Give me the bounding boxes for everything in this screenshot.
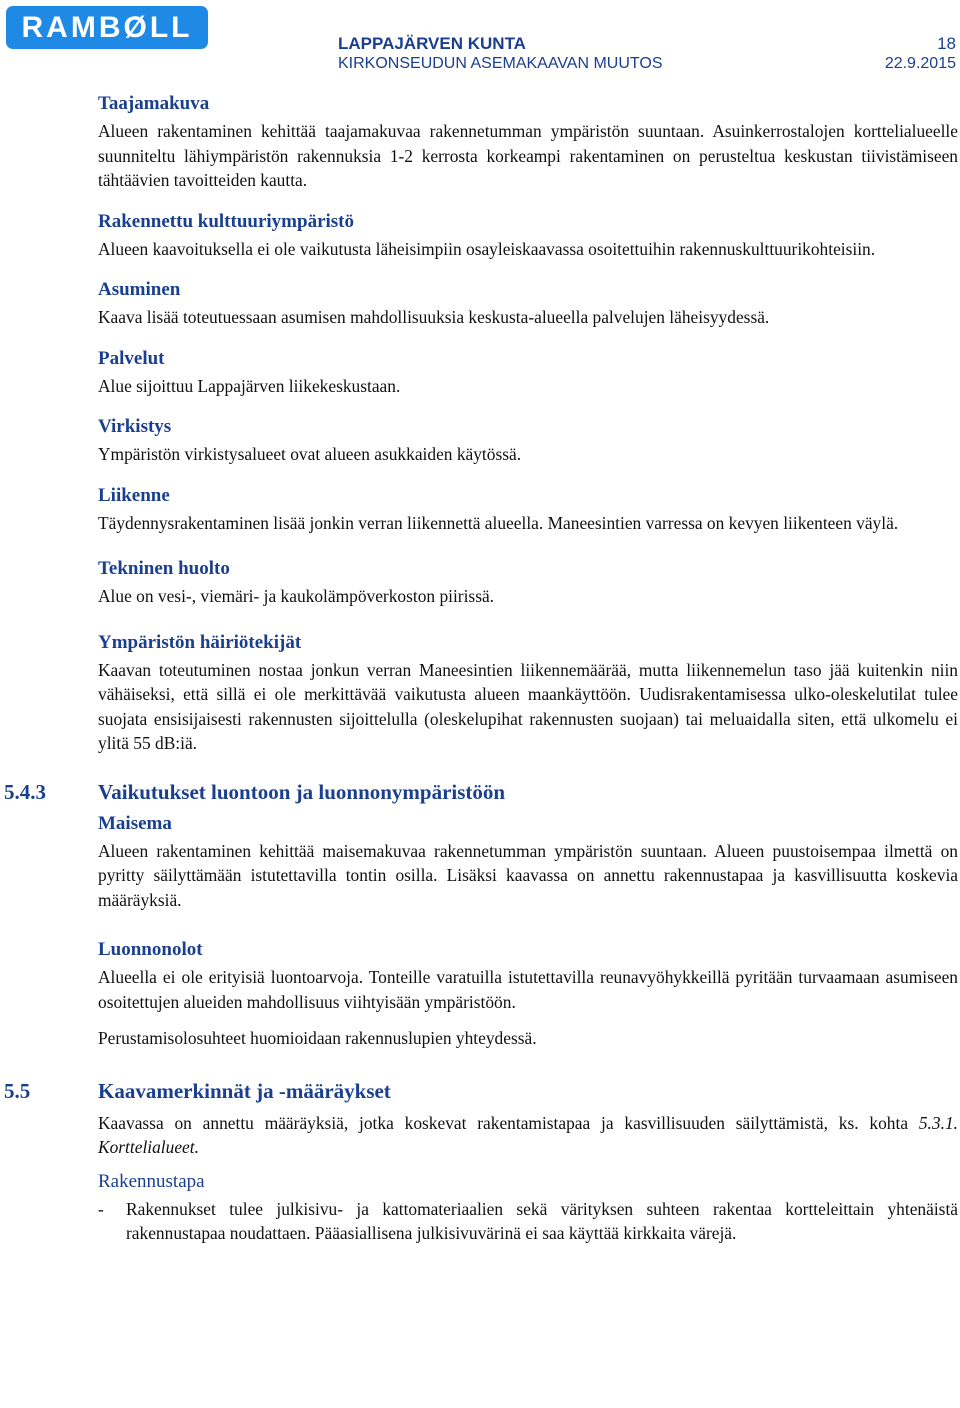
paragraph-tekninen-huolto: Alue on vesi-, viemäri- ja kaukolämpöverkoston piirissä. — [98, 586, 495, 606]
paragraph-hairiotekijat: Kaavan toteutuminen nostaa jonkun verran Maneesintien liikennemäärää, mutta liikennemelun taso jää kuitenkin niin vähäiseksi, että sillä ei ole merkittävää vaikutusta alueen maankäyttöön. Uudisrakentamisessa ulko-oleskelutilat tulee suojata ensisijaisesti rakennusten sijoittelulla (oleskelupihat rakennusten suojaan) tai meluaidalla siten, että ulkomelu ei ylitä 55 dB:iä. — [98, 659, 958, 753]
paragraph-palvelut: Alue sijoittuu Lappajärven liikekeskustaan. — [98, 375, 401, 396]
section-liikenne — [98, 484, 958, 536]
paragraph-kulttuuriymparisto: Alueen kaavoituksella ei ole vaikutusta läheisimpiin osayleiskaavassa osoitettuihin rakennuskulttuurikohteisiin. — [98, 238, 876, 259]
chapter-heading-543 — [4, 778, 958, 806]
heading-luonnonolot: Luonnonolot — [98, 939, 203, 960]
heading-asuminen: Asuminen — [98, 279, 181, 300]
heading-taajamakuva: Taajamakuva — [98, 93, 210, 114]
bullet-dash: - — [98, 1198, 104, 1219]
chapter-title-55: Kaavamerkinnät ja -määräykset — [98, 1078, 391, 1103]
heading-palvelut: Palvelut — [98, 347, 165, 369]
paragraph-liikenne: Täydennysrakentaminen lisää jonkin verran liikennettä alueella. Maneesintien varressa on kevyen liikenteen väylä. — [98, 512, 899, 533]
chapter-number-55: 5.5 — [4, 1078, 31, 1103]
header-document-title: KIRKONSEUDUN ASEMAKAAVAN MUUTOS — [338, 55, 663, 72]
heading-kulttuuriymparisto: Rakennettu kulttuuriympäristö — [98, 210, 354, 232]
section-hairiotekijat — [98, 631, 958, 756]
section-reference: 5.3.1. Korttelialueet. — [98, 1112, 958, 1157]
section-kulttuuriymparisto — [98, 210, 958, 262]
intro-text: Kaavassa on annettu määräyksiä, jotka koskevat rakentamistapaa ja kasvillisuuden säilyttämistä, ks. kohta — [98, 1112, 919, 1133]
section-maisema — [98, 812, 958, 913]
chapter-title-543: Vaikutukset luontoon ja luonnonympäristöön — [98, 779, 506, 804]
section-palvelut — [98, 347, 958, 399]
section-luonnonolot — [98, 938, 958, 1014]
paragraph-virkistys: Ympäristön virkistysalueet ovat alueen asukkaiden käytössä. — [98, 444, 522, 464]
page-number: 18 — [937, 34, 956, 53]
section-tekninen-huolto — [98, 557, 958, 609]
paragraph-perustamisolosuhteet: Perustamisolosuhteet huomioidaan rakennuslupien yhteydessä. — [98, 1028, 537, 1048]
header-date: 22.9.2015 — [884, 55, 956, 72]
bullet-text: Rakennukset tulee julkisivu- ja kattomateriaalien sekä värityksen suhteen rakentaa kortteleittain yhtenäistä rakennustapaa noudattaen. Pääasiallisena julkisivuvärinä ei saa käyttää kirkkaita värejä. — [126, 1198, 958, 1243]
heading-rakennustapa: Rakennustapa — [98, 1170, 205, 1192]
heading-maisema: Maisema — [98, 812, 172, 834]
heading-hairiotekijat: Ympäristön häiriötekijät — [98, 631, 302, 653]
heading-tekninen-huolto: Tekninen huolto — [98, 558, 230, 579]
paragraph-kaavamerkinnat — [98, 1111, 958, 1160]
list-item-rakennustapa — [98, 1197, 958, 1246]
heading-liikenne: Liikenne — [98, 484, 170, 506]
document-body — [4, 92, 958, 1246]
heading-virkistys: Virkistys — [98, 416, 172, 437]
header-organization: LAPPAJÄRVEN KUNTA — [338, 34, 526, 53]
ramboll-logo: RAMBØLL — [6, 6, 208, 49]
paragraph-luonnonolot: Alueella ei ole erityisiä luontoarvoja. Tonteille varatuilla istutettavilla reunavyöhykkeillä pyritään turvaamaan asumiseen osoitettujen alueiden mahdollisuus viihtyisään ympäristöön. — [98, 967, 958, 1012]
section-asuminen — [98, 278, 958, 330]
paragraph-asuminen: Kaava lisää toteutuessaan asumisen mahdollisuuksia keskusta-alueella palvelujen läheisyydessä. — [98, 307, 770, 327]
chapter-heading-55 — [4, 1077, 958, 1105]
section-virkistys — [98, 415, 958, 467]
paragraph-taajamakuva: Alueen rakentaminen kehittää taajamakuvaa rakennetumman ympäristön suuntaan. Asuinkerrostalojen korttelialueelle suunniteltu lähiympäristön rakennuksia 1-2 kerrosta korkeampi rakentaminen on perusteltua keskustan tiivistämiseen tähtäävien tavoitteiden kautta. — [98, 121, 958, 190]
section-taajamakuva — [98, 92, 958, 193]
chapter-number-543: 5.4.3 — [4, 779, 46, 804]
paragraph-maisema: Alueen rakentaminen kehittää maisemakuvaa rakennetumman ympäristön suuntaan. Alueen puustoisempaa ilmettä on pyritty säilyttämään istutettavilla tontin osilla. Lisäksi kaavassa on annettu rakennustapaa ja kasvillisuutta koskevia määräyksiä. — [98, 840, 958, 910]
